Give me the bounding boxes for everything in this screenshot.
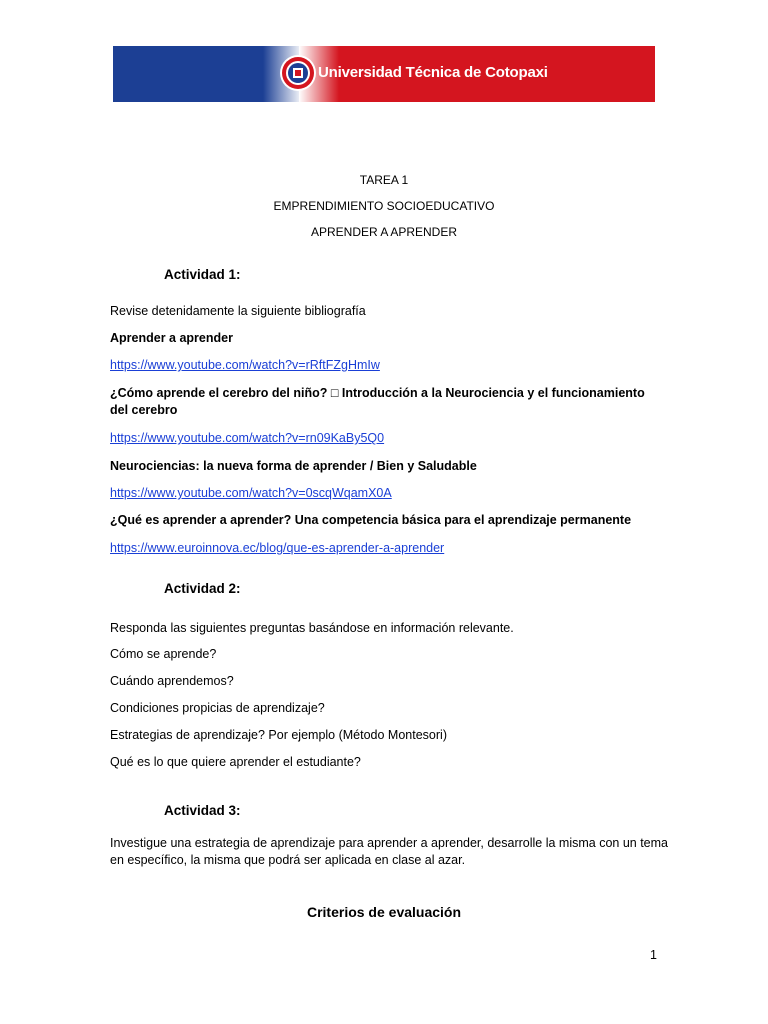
activity-1-intro: Revise detenidamente la siguiente bibliografía: [110, 304, 366, 318]
activity-1-heading: Actividad 1:: [164, 267, 241, 282]
reference-link[interactable]: https://www.youtube.com/watch?v=rn09KaBy5Q0: [110, 431, 385, 445]
reference-title: Neurociencias: la nueva forma de aprender / Bien y Saludable: [110, 459, 477, 473]
task-title: TAREA 1: [359, 173, 409, 187]
question-item: Estrategias de aprendizaje? Por ejemplo (Método Montesori): [110, 728, 447, 742]
question-item: Condiciones propicias de aprendizaje?: [110, 701, 325, 715]
question-item: Qué es lo que quiere aprender el estudiante?: [110, 755, 361, 769]
activity-3-text: Investigue una estrategia de aprendizaje para aprender a aprender, desarrolle la misma con un tema en específico, la misma que podrá ser aplicada en clase al azar.: [110, 836, 668, 867]
reference-title-cont: del cerebro: [110, 403, 178, 417]
reference-link[interactable]: https://www.euroinnova.ec/blog/que-es-aprender-a-aprender: [110, 541, 445, 555]
activity-2-heading: Actividad 2:: [164, 581, 241, 596]
activity-3-heading: Actividad 3:: [164, 803, 241, 818]
course-title: EMPRENDIMIENTO SOCIOEDUCATIVO: [273, 199, 495, 213]
university-name: Universidad Técnica de Cotopaxi: [318, 64, 548, 81]
banner-blue-band: [113, 46, 285, 102]
reference-title: ¿Cómo aprende el cerebro del niño? □ Introducción a la Neurociencia y el funcionamiento: [110, 386, 645, 400]
page-number: 1: [650, 948, 657, 962]
question-item: Cuándo aprendemos?: [110, 674, 234, 688]
evaluation-criteria-heading: Criterios de evaluación: [306, 904, 462, 920]
topic-title: APRENDER A APRENDER: [310, 225, 458, 239]
university-seal-icon: [279, 54, 317, 92]
reference-title: Aprender a aprender: [110, 331, 233, 345]
reference-link[interactable]: https://www.youtube.com/watch?v=rRftFZgHmIw: [110, 358, 380, 372]
question-item: Cómo se aprende?: [110, 647, 217, 661]
reference-link[interactable]: https://www.youtube.com/watch?v=0scqWqamX0A: [110, 486, 392, 500]
header-banner: [113, 46, 655, 102]
activity-2-intro: Responda las siguientes preguntas basándose en información relevante.: [110, 621, 514, 635]
reference-title: ¿Qué es aprender a aprender? Una competencia básica para el aprendizaje permanente: [110, 513, 632, 527]
